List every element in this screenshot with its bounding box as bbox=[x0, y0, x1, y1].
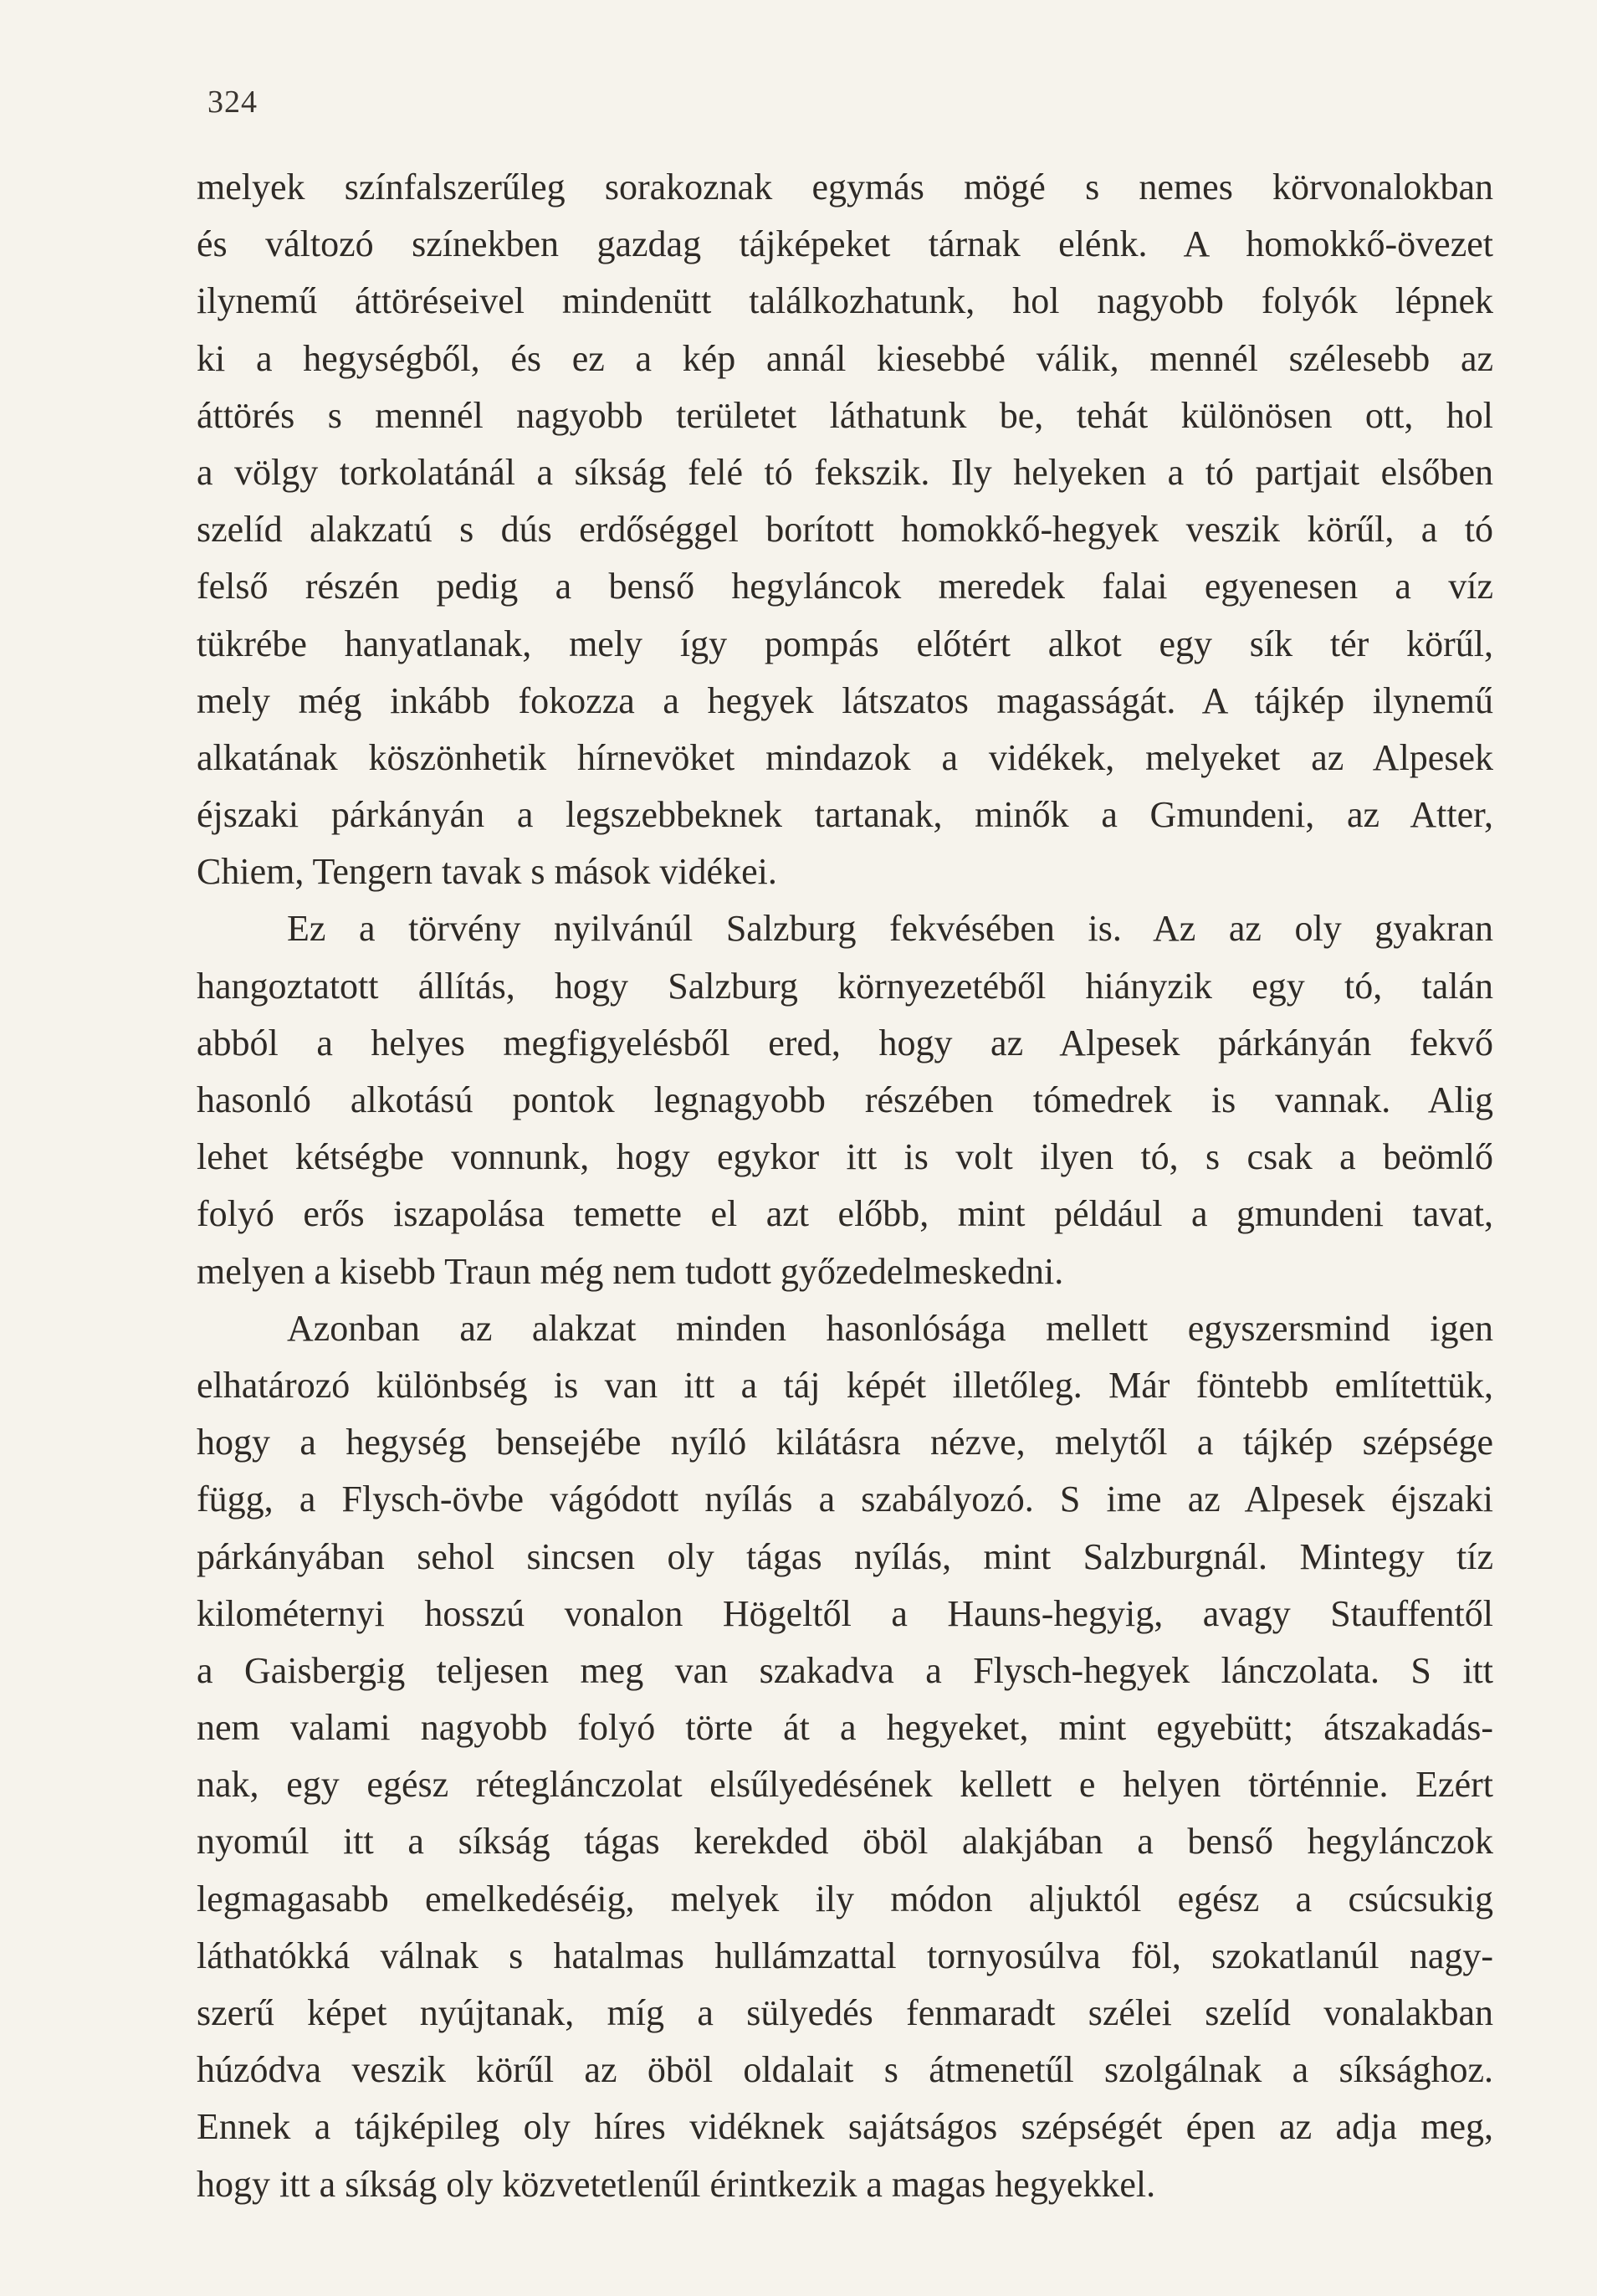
text-line: hasonló alkotású pontok legnagyobb részében tómedrek is vannak. Alig bbox=[197, 1079, 1493, 1120]
text-line: láthatókká válnak s hatalmas hullámzattal tornyosúlva föl, szokatlanúl nagy- bbox=[197, 1935, 1493, 1976]
text-line: tükrébe hanyatlanak, mely így pompás előtért alkot egy sík tér körűl, bbox=[197, 623, 1493, 664]
text-line: melyen a kisebb Traun még nem tudott győzedelmeskedni. bbox=[197, 1250, 1064, 1292]
text-line: hogy itt a síkság oly közvetetlenűl érintkezik a magas hegyekkel. bbox=[197, 2163, 1156, 2205]
text-line: Azonban az alakzat minden hasonlósága mellett egyszersmind igen bbox=[287, 1307, 1493, 1349]
text-line: ilynemű áttöréseivel mindenütt találkozhatunk, hol nagyobb folyók lépnek bbox=[197, 280, 1493, 322]
text-line: Ennek a tájképileg oly híres vidéknek sajátságos szépségét épen az adja meg, bbox=[197, 2106, 1493, 2148]
text-line: függ, a Flysch-övbe vágódott nyílás a szabályozó. S ime az Alpesek éjszaki bbox=[197, 1479, 1493, 1520]
text-line: alkatának köszönhetik hírnevöket mindazok a vidékek, melyeket az Alpesek bbox=[197, 736, 1493, 778]
text-line: Ez a törvény nyilvánúl Salzburg fekvésében is. Az az oly gyakran bbox=[287, 908, 1493, 950]
text-line: hangoztatott állítás, hogy Salzburg környezetéből hiányzik egy tó, talán bbox=[197, 965, 1493, 1007]
text-line: felső részén pedig a benső hegyláncok meredek falai egyenesen a víz bbox=[197, 566, 1493, 607]
text-line: szelíd alakzatú s dús erdőséggel borított homokkő-hegyek veszik körűl, a tó bbox=[197, 509, 1493, 551]
text-line: kilométernyi hosszú vonalon Högeltől a Hauns-hegyig, avagy Stauffentől bbox=[197, 1592, 1493, 1634]
text-line: nem valami nagyobb folyó törte át a hegyeket, mint egyebütt; átszakadás- bbox=[197, 1707, 1493, 1749]
text-line: lehet kétségbe vonnunk, hogy egykor itt is volt ilyen tó, s csak a beömlő bbox=[197, 1136, 1493, 1178]
text-line: ki a hegységből, és ez a kép annál kiesebbé válik, mennél szélesebb az bbox=[197, 337, 1493, 379]
text-line: abból a helyes megfigyelésből ered, hogy az Alpesek párkányán fekvő bbox=[197, 1022, 1493, 1063]
text-line: hogy a hegység bensejébe nyíló kilátásra nézve, melytől a tájkép szépsége bbox=[197, 1422, 1493, 1463]
text-line: áttörés s mennél nagyobb területet láthatunk be, tehát különösen ott, hol bbox=[197, 394, 1493, 436]
text-line: Chiem, Tengern tavak s mások vidékei. bbox=[197, 851, 777, 893]
text-line: elhatározó különbség is van itt a táj képét illetőleg. Már föntebb említettük, bbox=[197, 1364, 1493, 1406]
text-line: mely még inkább fokozza a hegyek látszatos magasságát. A tájkép ilynemű bbox=[197, 679, 1493, 721]
body-text bbox=[197, 159, 1493, 2213]
text-line: melyek színfalszerűleg sorakoznak egymás mögé s nemes körvonalokban bbox=[197, 167, 1493, 208]
text-line: nyomúl itt a síkság tágas kerekded öböl alakjában a benső hegylánczok bbox=[197, 1821, 1493, 1863]
text-line: a völgy torkolatánál a síkság felé tó fekszik. Ily helyeken a tó partjait elsőben bbox=[197, 451, 1493, 493]
text-line: nak, egy egész réteglánczolat elsűlyedésének kellett e helyen történnie. Ezért bbox=[197, 1764, 1493, 1806]
text-line: éjszaki párkányán a legszebbeknek tartanak, minők a Gmundeni, az Atter, bbox=[197, 794, 1493, 836]
text-line: húzódva veszik körűl az öböl oldalait s átmenetűl szolgálnak a síksághoz. bbox=[197, 2049, 1493, 2091]
text-line: a Gaisbergig teljesen meg van szakadva a Flysch-hegyek lánczolata. S itt bbox=[197, 1649, 1493, 1691]
text-line: szerű képet nyújtanak, míg a sülyedés fenmaradt szélei szelíd vonalakban bbox=[197, 1992, 1493, 2033]
text-line: párkányában sehol sincsen oly tágas nyílás, mint Salzburgnál. Mintegy tíz bbox=[197, 1535, 1493, 1577]
page-number: 324 bbox=[207, 85, 258, 120]
text-line: és változó színekben gazdag tájképeket tárnak elénk. A homokkő-övezet bbox=[197, 223, 1493, 265]
text-line: legmagasabb emelkedéséig, melyek ily módon aljuktól egész a csúcsukig bbox=[197, 1878, 1493, 1919]
text-line: folyó erős iszapolása temette el azt előbb, mint például a gmundeni tavat, bbox=[197, 1193, 1493, 1235]
